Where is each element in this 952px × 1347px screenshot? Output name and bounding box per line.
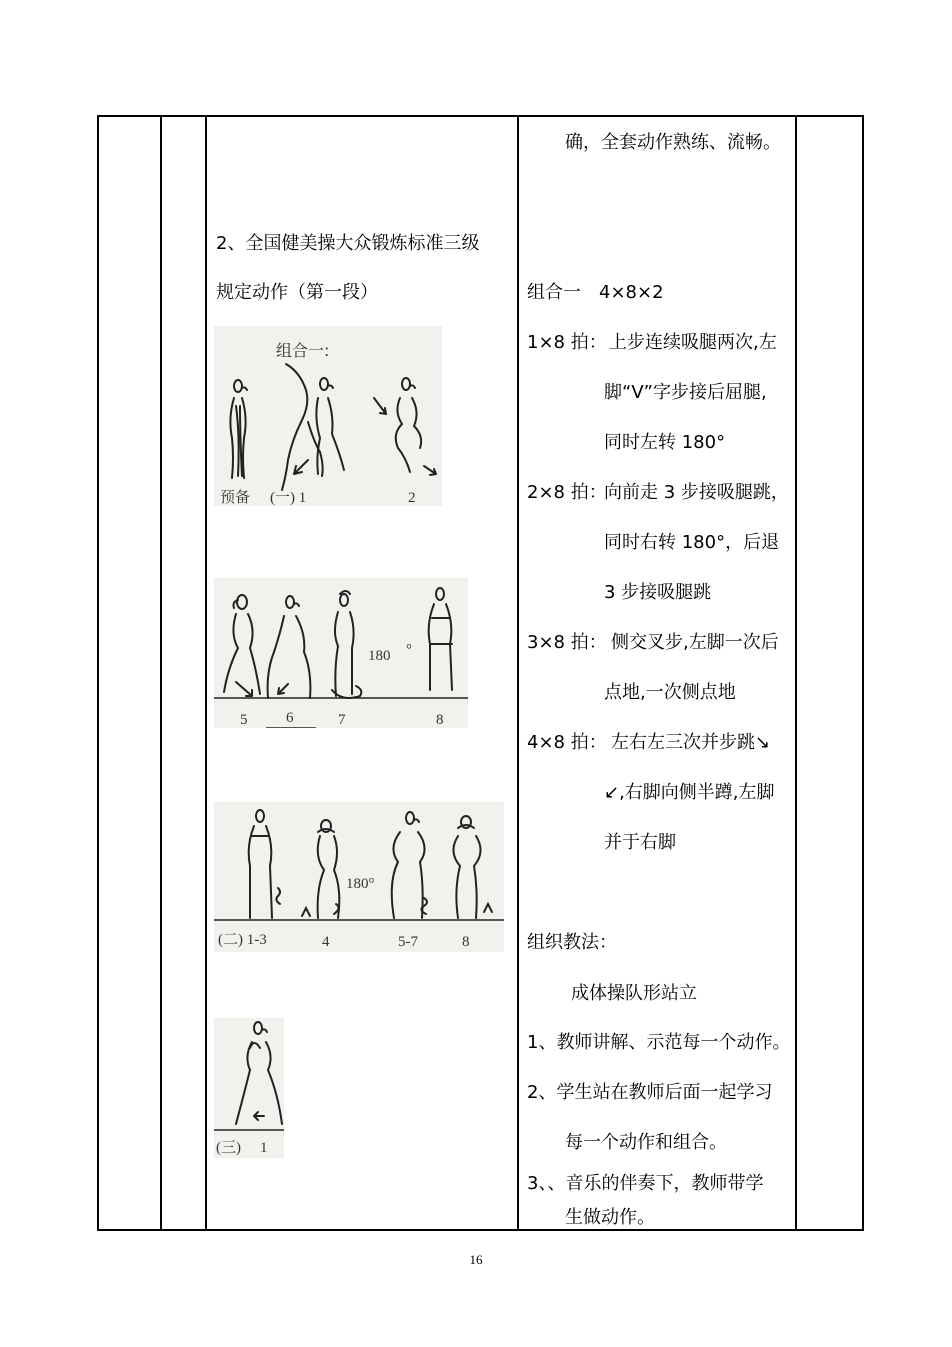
- beat-3-lead: 3×8 拍：: [527, 632, 607, 653]
- beat-1-line-1: 上步连续吸腿两次,左: [609, 332, 777, 353]
- fig2-label-6: 6: [286, 710, 294, 726]
- method-item-2: 2、学生站在教师后面一起学习: [527, 1082, 773, 1103]
- beat-2-lead: 2×8 拍：: [527, 482, 607, 503]
- stick-figure-icon: [236, 1022, 282, 1124]
- table-bottom-border: [97, 1229, 864, 1231]
- fig1-label-2: 2: [408, 490, 416, 506]
- table-border-col-4: [795, 115, 797, 1231]
- stick-figure-icon: [230, 364, 436, 490]
- method-item-3-cont: 生做动作。: [565, 1207, 655, 1228]
- method-item-2-cont: 每一个动作和组合。: [565, 1132, 727, 1153]
- fig1-heading: 组合一:: [276, 341, 330, 360]
- table-top-border: [97, 115, 864, 117]
- table-border-col-0: [97, 115, 99, 1231]
- beat-3-line-1: 侧交叉步,左脚一次后: [611, 632, 779, 653]
- beat-1-lead: 1×8 拍：: [527, 332, 607, 353]
- fig4-label-1: 1: [260, 1140, 268, 1156]
- beat-1-line-3: 同时左转 180°: [604, 432, 726, 453]
- fig2-angle: 180: [368, 648, 391, 664]
- stick-figure-icon: [224, 588, 452, 698]
- beat-4-lead: 4×8 拍：: [527, 732, 607, 753]
- beat-3-line-2: 点地,一次侧点地: [604, 682, 736, 703]
- fig2-degree-mark: °: [406, 642, 412, 658]
- fig4-label-3: (三): [216, 1140, 241, 1156]
- figure-combination-one-prep: [214, 326, 442, 506]
- figure-combination-one-beats-5-8: [214, 578, 468, 728]
- fig2-label-5: 5: [240, 712, 248, 728]
- fig3-label-4: 4: [322, 934, 330, 950]
- beat-2-line-3: 3 步接吸腿跳: [604, 582, 712, 603]
- stick-figure-icon: [249, 810, 492, 918]
- fig2-label-7: 7: [338, 712, 346, 728]
- table-border-col-1: [160, 115, 162, 1231]
- method-item-3: 3、、音乐的伴奏下，教师带学: [527, 1173, 764, 1194]
- method-title: 组织教法：: [527, 932, 617, 953]
- fig2-label-8: 8: [436, 712, 444, 728]
- section-title-line-1: 2、全国健美操大众锻炼标准三级: [216, 233, 480, 254]
- beat-4-line-1: 左右左三次并步跳↘: [611, 732, 771, 753]
- figure-combination-two: [214, 802, 504, 952]
- fig1-label-prep: 预备: [220, 490, 251, 506]
- fig3-angle: 180°: [346, 876, 375, 892]
- table-border-col-5: [862, 115, 864, 1231]
- table-border-col-2: [205, 115, 207, 1231]
- beat-4-line-3: 并于右脚: [604, 832, 676, 853]
- figure-combination-three: [214, 1018, 284, 1158]
- beat-4-line-2: ↙,右脚向侧半蹲,左脚: [604, 782, 775, 803]
- beat-1-line-2: 脚“V”字步接后屈腿,: [604, 382, 767, 403]
- fig1-label-1: (一) 1: [270, 490, 307, 506]
- previous-cell-text: 确，全套动作熟练、流畅。: [565, 132, 781, 153]
- beat-2-line-2: 同时右转 180°，后退: [604, 532, 780, 553]
- combination-heading: 组合一 4×8×2: [527, 282, 664, 303]
- table-border-col-3: [517, 115, 519, 1231]
- fig3-label-5-7: 5-7: [398, 934, 418, 950]
- method-formation: 成体操队形站立: [571, 983, 697, 1004]
- page-number: 16: [469, 1252, 483, 1267]
- method-item-1: 1、教师讲解、示范每一个动作。: [527, 1032, 791, 1053]
- beat-2-line-1: 向前走 3 步接吸腿跳，: [604, 482, 789, 503]
- fig3-label-8: 8: [462, 934, 470, 950]
- fig3-label-1-3: (二) 1-3: [218, 932, 267, 948]
- section-title-line-2: 规定动作（第一段）: [216, 282, 378, 303]
